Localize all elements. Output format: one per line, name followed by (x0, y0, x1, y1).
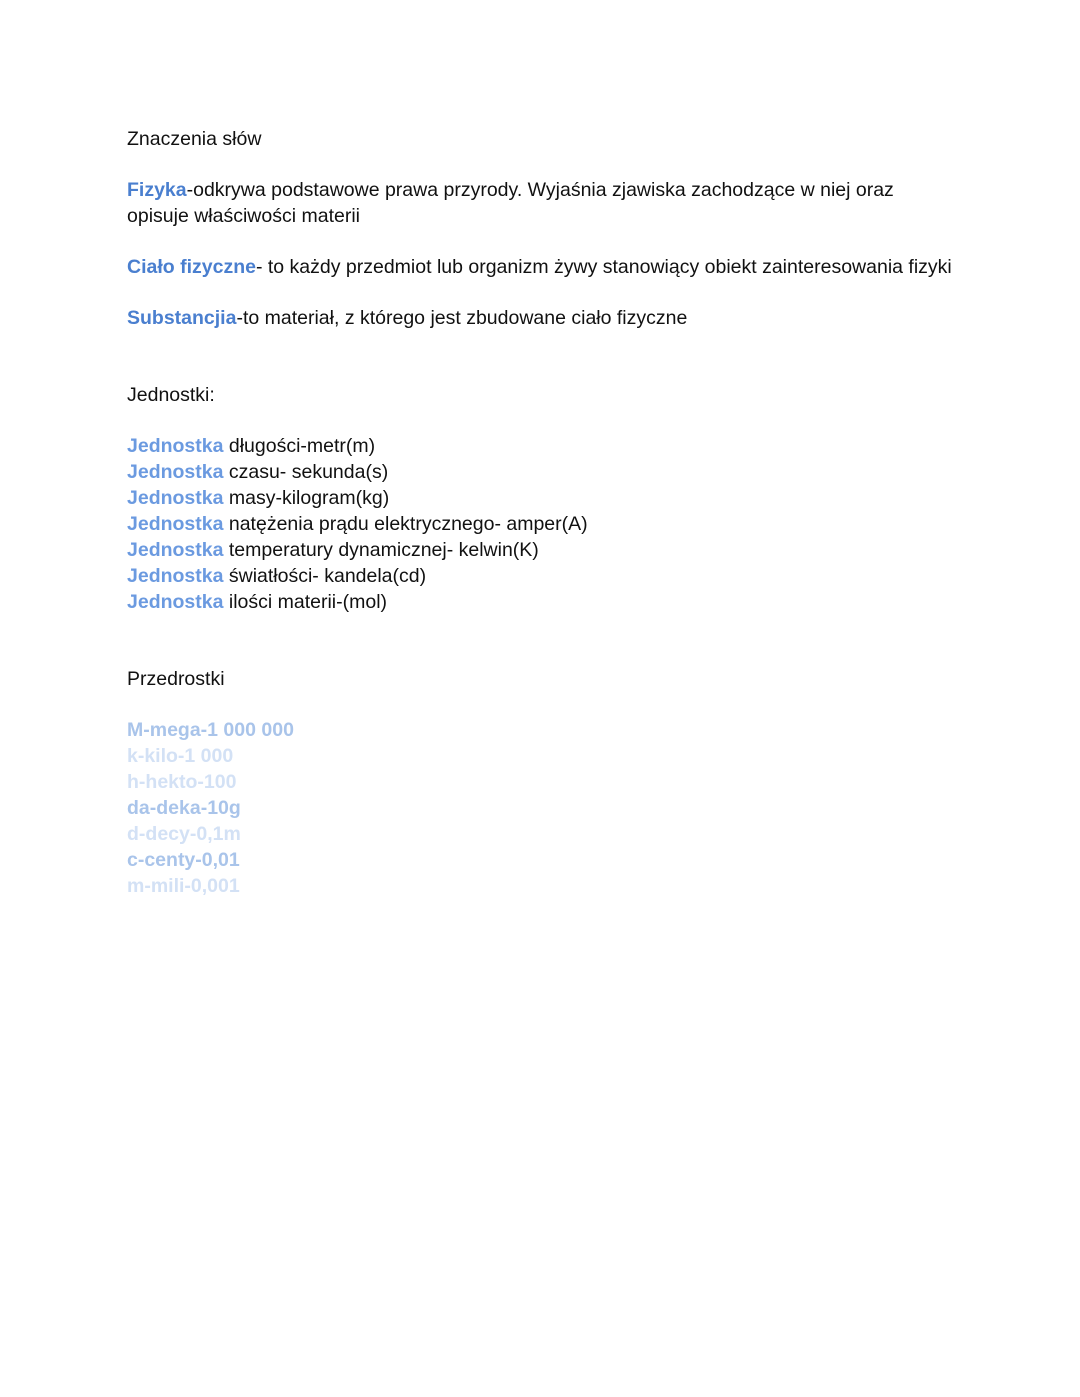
unit-term: Jednostka (127, 461, 224, 483)
definition-term: Substancjia (127, 307, 237, 329)
prefix-item: da-deka-10g (127, 797, 241, 819)
prefix-item: h-hekto-100 (127, 771, 237, 793)
units-list (127, 433, 1027, 615)
prefix-item: c-centy-0,01 (127, 849, 240, 871)
definition-cialo-fizyczne (127, 254, 1027, 280)
unit-text: temperatury dynamicznej- kelwin(K) (223, 539, 539, 561)
prefixes-heading: Przedrostki (127, 668, 225, 690)
unit-item (127, 459, 1027, 485)
definition-term: Fizyka (127, 179, 187, 201)
prefix-item: M-mega-1 000 000 (127, 719, 294, 741)
unit-term: Jednostka (127, 513, 224, 535)
unit-term: Jednostka (127, 435, 224, 457)
definition-substancjia (127, 305, 1027, 331)
unit-item (127, 563, 1027, 589)
document-page (127, 126, 1027, 899)
unit-item (127, 433, 1027, 459)
definition-text: -to materiał, z którego jest zbudowane ciało fizyczne (236, 307, 688, 329)
unit-item (127, 511, 1027, 537)
unit-text: długości-metr(m) (223, 435, 376, 457)
unit-term: Jednostka (127, 539, 224, 561)
prefix-item: m-mili-0,001 (127, 875, 240, 897)
unit-term: Jednostka (127, 487, 224, 509)
unit-text: czasu- sekunda(s) (223, 461, 389, 483)
definition-term: Ciało fizyczne (127, 256, 256, 278)
prefix-item: k-kilo-1 000 (127, 745, 234, 767)
unit-term: Jednostka (127, 591, 224, 613)
unit-item (127, 537, 1027, 563)
units-heading: Jednostki: (127, 384, 215, 406)
unit-text: światłości- kandela(cd) (223, 565, 427, 587)
meanings-heading: Znaczenia słów (127, 128, 262, 150)
unit-term: Jednostka (127, 565, 224, 587)
definition-text: -odkrywa podstawowe prawa przyrody. Wyjaśnia zjawiska zachodzące w niej oraz opisuje właściwości materii (127, 179, 894, 227)
unit-text: natężenia prądu elektrycznego- amper(A) (223, 513, 588, 535)
prefix-item: d-decy-0,1m (127, 823, 241, 845)
definition-fizyka (127, 177, 907, 229)
unit-text: masy-kilogram(kg) (223, 487, 390, 509)
unit-item (127, 485, 1027, 511)
prefixes-list (127, 717, 1027, 899)
unit-item (127, 589, 1027, 615)
unit-text: ilości materii-(mol) (223, 591, 388, 613)
definition-text: - to każdy przedmiot lub organizm żywy stanowiący obiekt zainteresowania fizyki (255, 256, 952, 278)
